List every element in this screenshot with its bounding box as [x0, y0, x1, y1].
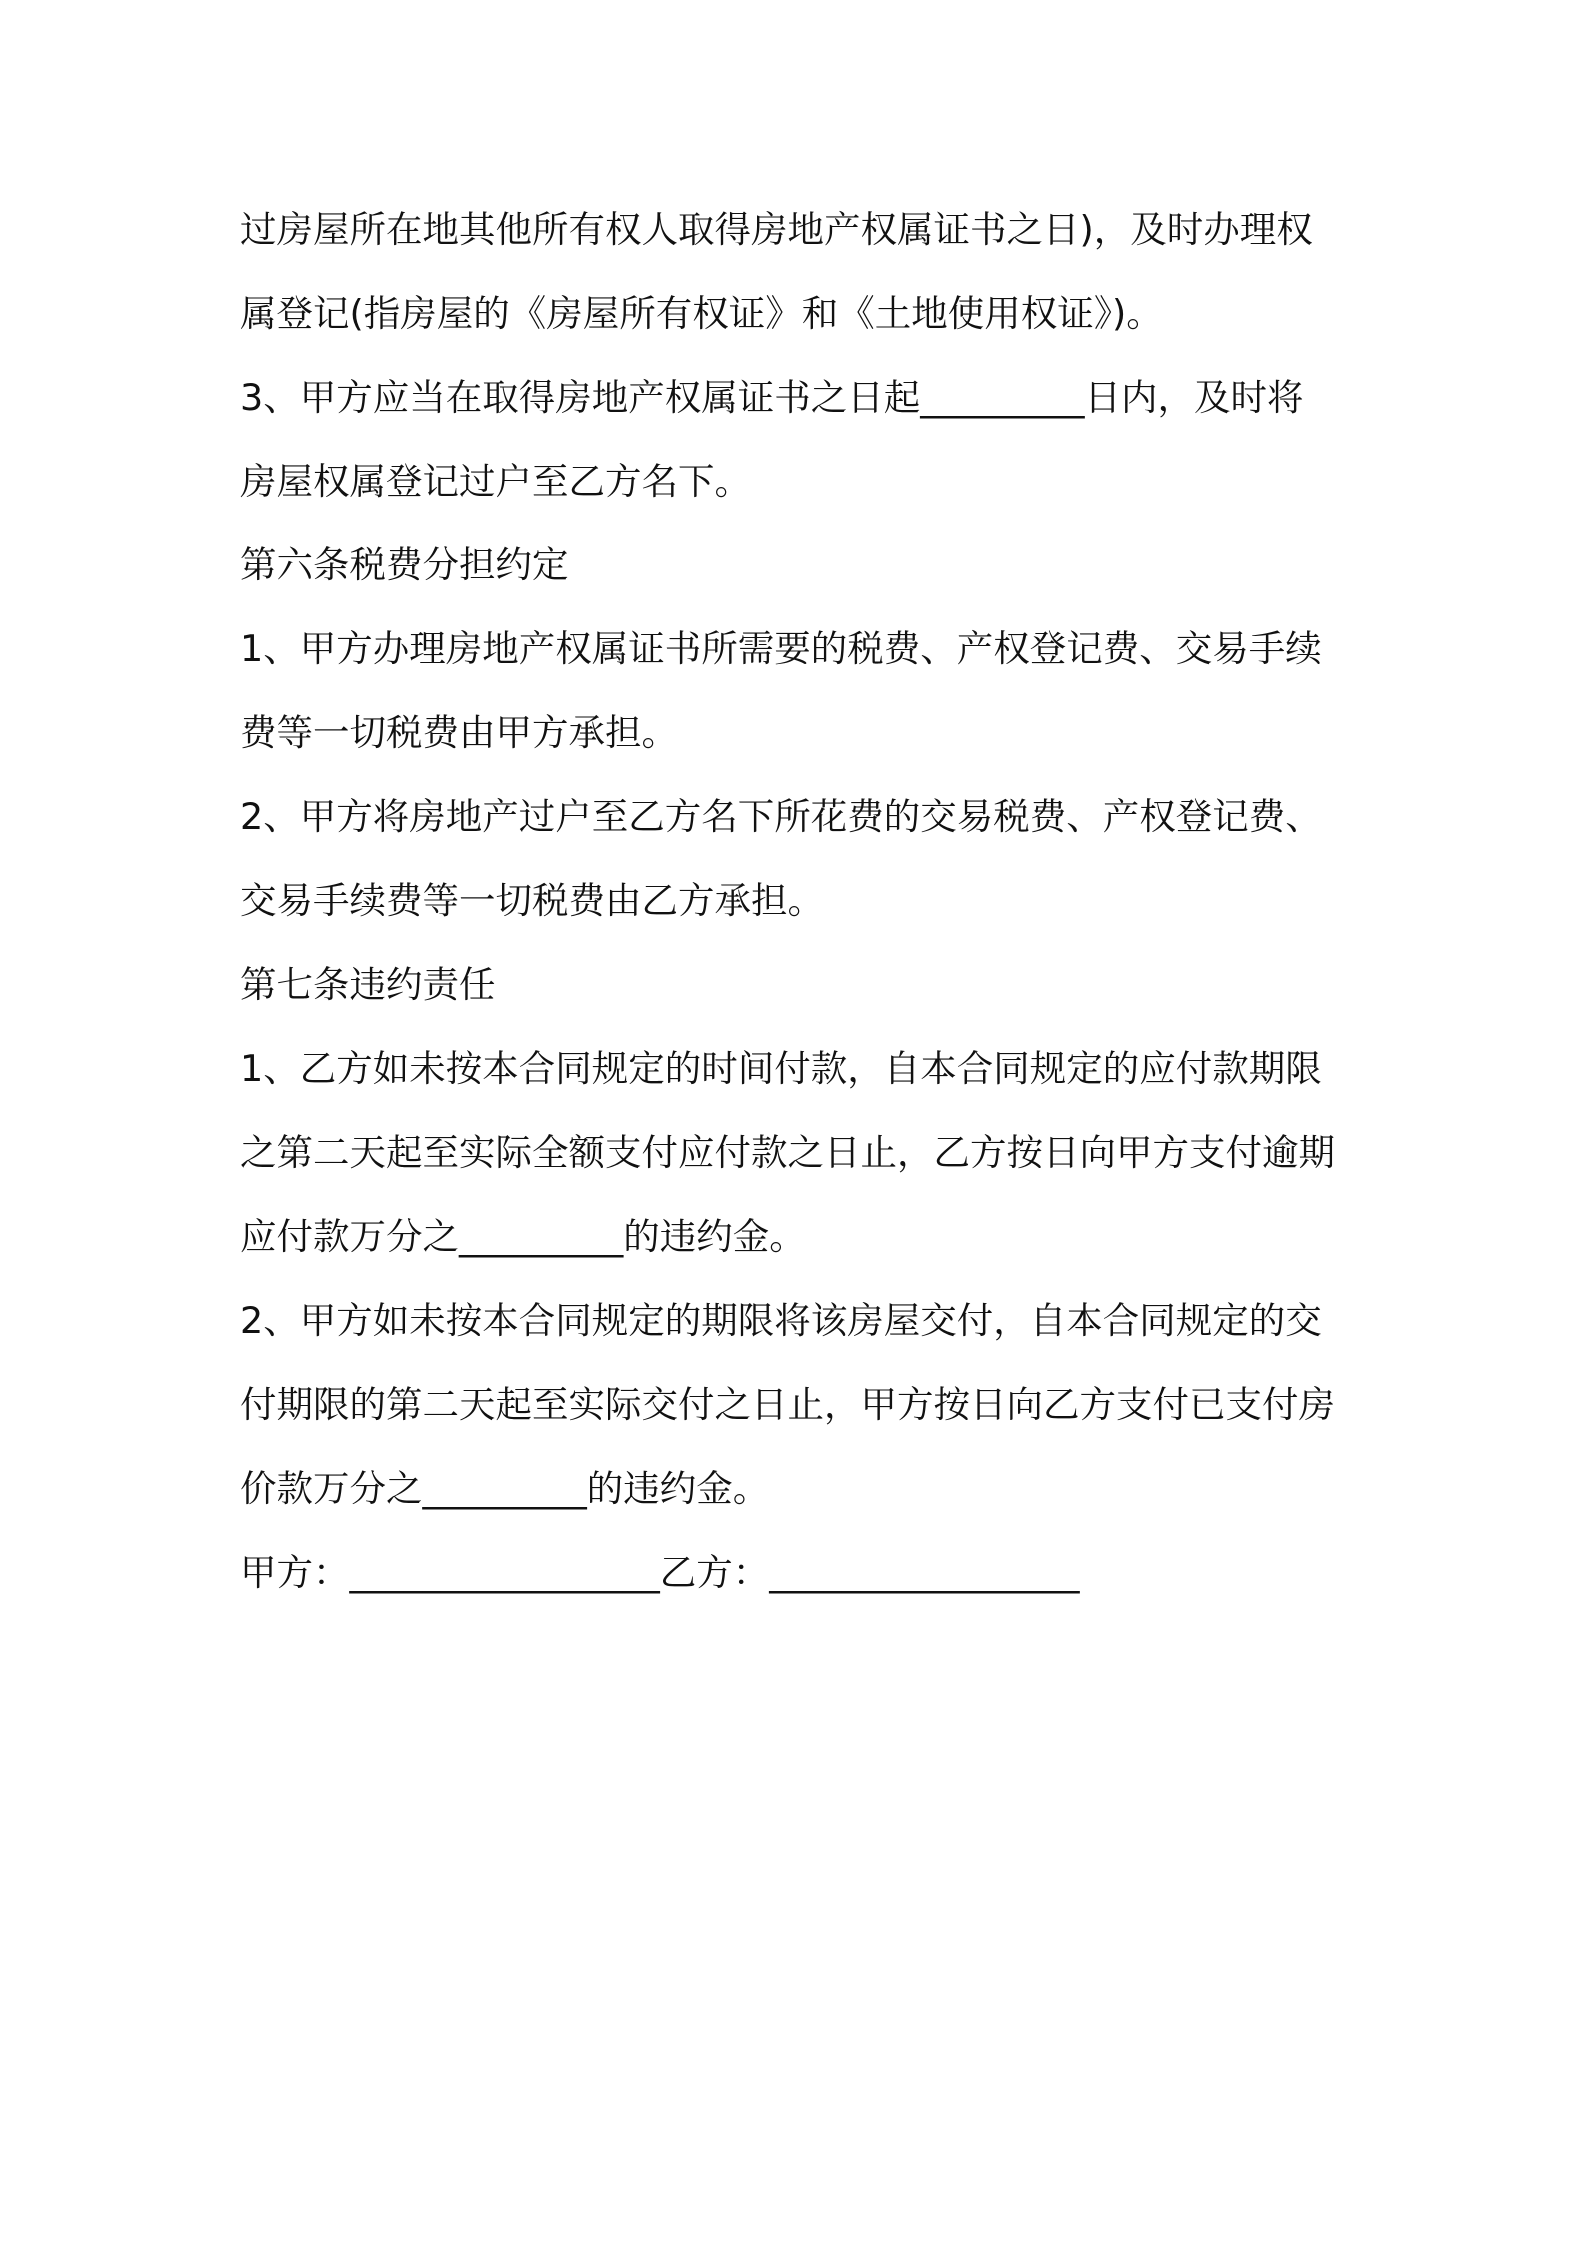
text-line: 过房屋所在地其他所有权人取得房地产权属证书之日)，及时办理权	[240, 208, 1313, 251]
text-line: 2、甲方如未按本合同规定的期限将该房屋交付，自本合同规定的交	[240, 1299, 1322, 1342]
section-heading: 第六条税费分担约定	[240, 543, 569, 586]
text-line: 之第二天起至实际全额支付应付款之日止，乙方按日向甲方支付逾期	[240, 1131, 1335, 1174]
text-line: 付期限的第二天起至实际交付之日止，甲方按日向乙方支付已支付房	[240, 1383, 1335, 1426]
text-line: 1、甲方办理房地产权属证书所需要的税费、产权登记费、交易手续	[240, 627, 1322, 670]
section-heading: 第七条违约责任	[240, 963, 496, 1006]
text-line: 价款万分之_________的违约金。	[240, 1467, 770, 1510]
text-line: 房屋权属登记过户至乙方名下。	[240, 460, 751, 503]
text-line: 3、甲方应当在取得房地产权属证书之日起_________日内，及时将	[240, 376, 1304, 419]
text-line: 2、甲方将房地产过户至乙方名下所花费的交易税费、产权登记费、	[240, 795, 1322, 838]
text-line: 1、乙方如未按本合同规定的时间付款，自本合同规定的应付款期限	[240, 1047, 1322, 1090]
text-line: 属登记(指房屋的《房屋所有权证》和《土地使用权证》)。	[240, 292, 1163, 335]
text-line: 费等一切税费由甲方承担。	[240, 711, 678, 754]
signature-line: 甲方：_________________乙方：_________________	[240, 1551, 1080, 1594]
text-line: 交易手续费等一切税费由乙方承担。	[240, 879, 824, 922]
text-line: 应付款万分之_________的违约金。	[240, 1215, 806, 1258]
